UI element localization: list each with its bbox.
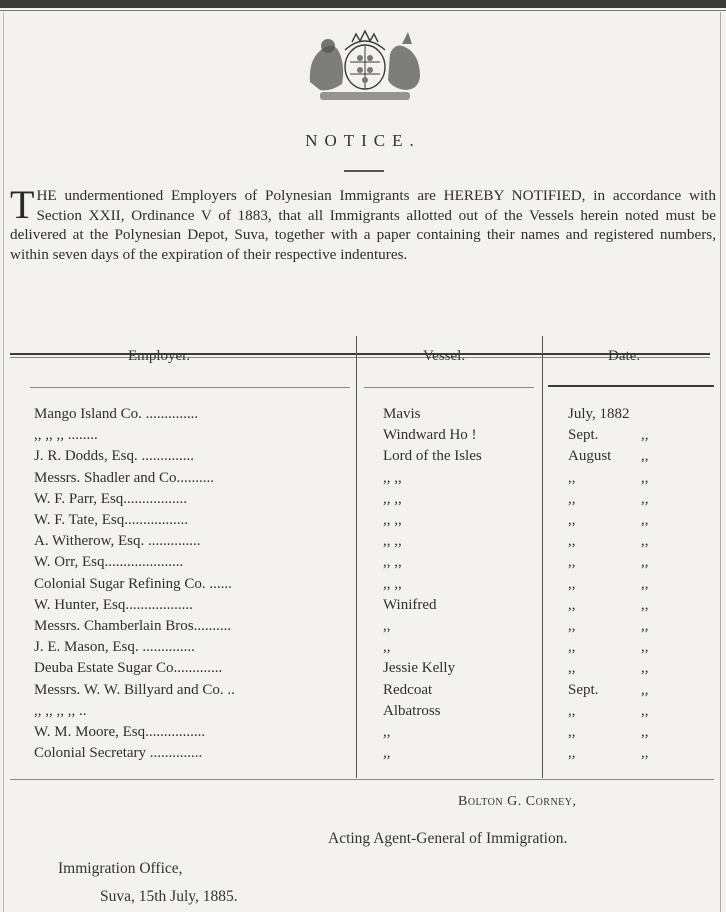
table-row xyxy=(0,576,726,597)
vessel-cell: Redcoat xyxy=(383,681,433,698)
employer-cell: J. R. Dodds, Esq. .............. xyxy=(34,448,195,465)
vessel-cell: ,, xyxy=(383,745,391,762)
signatory-title: Acting Agent-General of Immigration. xyxy=(328,830,568,847)
vessel-cell: ,, ,, xyxy=(383,533,402,550)
date-year-cell: ,, xyxy=(641,554,649,571)
employer-cell: Messrs. Shadler and Co.......... xyxy=(34,469,214,486)
date-year-cell: ,, xyxy=(641,448,649,465)
date-month-cell: ,, xyxy=(568,724,576,740)
vessel-cell: ,, xyxy=(383,639,391,656)
table-row xyxy=(0,491,726,512)
office-place-date: Suva, 15th July, 1885. xyxy=(100,888,238,905)
date-month-cell: Sept. xyxy=(568,427,599,444)
vessel-cell: Albatross xyxy=(383,702,441,719)
vessel-cell: ,, ,, xyxy=(383,554,402,571)
employer-cell: W. Hunter, Esq.................. xyxy=(34,596,193,613)
header-underline-vessel xyxy=(364,387,534,388)
table-top-rule xyxy=(10,353,710,355)
header-vessel: Vessel. xyxy=(423,348,466,364)
date-month-cell: ,, xyxy=(568,512,576,528)
vessel-cell: ,, ,, xyxy=(383,575,402,592)
date-year-cell: ,, xyxy=(641,533,649,550)
date-year-cell: ,, xyxy=(641,702,649,719)
date-month-cell: ,, xyxy=(568,702,576,719)
employer-cell: Colonial Secretary .............. xyxy=(34,745,203,762)
table-row xyxy=(0,470,726,491)
royal-coat-of-arms-icon xyxy=(290,22,440,112)
table-row xyxy=(0,724,726,745)
employer-cell: A. Witherow, Esq. .............. xyxy=(34,533,201,550)
date-month-cell: ,, xyxy=(568,575,576,592)
employer-cell: W. F. Tate, Esq................. xyxy=(34,512,188,528)
date-year-cell: ,, xyxy=(641,724,649,740)
top-border xyxy=(0,0,726,8)
table-row xyxy=(0,660,726,681)
vessel-cell: Windward Ho ! xyxy=(383,427,477,444)
table-row xyxy=(0,554,726,575)
date-year-cell: ,, xyxy=(641,512,649,528)
employer-cell: Messrs. W. W. Billyard and Co. .. xyxy=(34,681,235,698)
vessel-cell: Jessie Kelly xyxy=(383,660,456,677)
title-divider xyxy=(344,170,384,172)
date-year-cell: ,, xyxy=(641,469,649,486)
vessel-cell: ,, xyxy=(383,618,391,634)
date-year-cell: ,, xyxy=(641,490,649,507)
date-year-cell: ,, xyxy=(641,639,649,656)
date-month-cell: ,, xyxy=(568,660,576,677)
employer-cell: ,, ,, ,, ........ xyxy=(34,427,98,444)
header-underline-employer xyxy=(30,387,350,388)
table-row xyxy=(0,618,726,639)
vessel-cell: ,, ,, xyxy=(383,512,402,528)
table-row xyxy=(0,427,726,448)
date-month-cell: August xyxy=(568,448,612,465)
date-month-cell: ,, xyxy=(568,490,576,507)
table-row xyxy=(0,448,726,469)
vessel-cell: Winifred xyxy=(383,596,437,613)
employer-cell: ,, ,, ,, ,, .. xyxy=(34,702,87,719)
employer-cell: W. Orr, Esq..................... xyxy=(34,554,184,571)
employer-cell: Colonial Sugar Refining Co. ...... xyxy=(34,575,232,592)
date-year-cell: ,, xyxy=(641,427,649,444)
employer-cell: W. M. Moore, Esq................ xyxy=(34,724,206,740)
header-date: Date. xyxy=(608,348,641,364)
signatory-name: Bolton G. Corney, xyxy=(458,794,577,809)
notice-intro xyxy=(10,182,716,264)
table-bottom-rule xyxy=(10,779,714,780)
date-month-cell: Sept. xyxy=(568,681,599,698)
employer-cell: Deuba Estate Sugar Co............. xyxy=(34,660,223,677)
vessel-cell: ,, ,, xyxy=(383,490,402,507)
table-top-rule-thin xyxy=(10,357,710,358)
date-month-cell: ,, xyxy=(568,745,576,762)
header-employer: Employer. xyxy=(128,348,191,364)
date-month-cell: ,, xyxy=(568,639,576,656)
employer-cell: Messrs. Chamberlain Bros.......... xyxy=(34,618,232,634)
employer-cell: Mango Island Co. .............. xyxy=(34,406,199,422)
date-year-cell: ,, xyxy=(641,575,649,592)
employer-cell: J. E. Mason, Esq. .............. xyxy=(34,639,195,656)
top-border-thin xyxy=(0,10,726,11)
date-month-cell: ,, xyxy=(568,469,576,486)
date-month-cell: ,, xyxy=(568,596,576,613)
header-underline-date xyxy=(548,385,714,387)
drop-cap: T xyxy=(10,182,35,227)
office-name: Immigration Office, xyxy=(58,860,183,877)
notice-intro-text: HE undermentioned Employers of Polynesian Immigrants are HEREBY NOTIFIED, in accordance with Section XXII, Ordinance V of 1883, that all Immigrants allotted out of the Vessels herein noted must be delivered at the Polynesian Depot, Suva, together with a paper containing their names and registered numbers, within seven days of the expiration of their respective indentures. xyxy=(10,187,716,263)
vessel-cell: ,, ,, xyxy=(383,469,402,486)
date-month-cell: ,, xyxy=(568,533,576,550)
date-year-cell: ,, xyxy=(641,596,649,613)
table-row xyxy=(0,597,726,618)
vessel-cell: Mavis xyxy=(383,406,421,422)
vessel-cell: Lord of the Isles xyxy=(383,448,482,465)
date-month-cell: ,, xyxy=(568,554,576,571)
notice-title: NOTICE. xyxy=(305,131,421,150)
date-year-cell: ,, xyxy=(641,618,649,634)
vessel-cell: ,, xyxy=(383,724,391,740)
table-row xyxy=(0,703,726,724)
table-row xyxy=(0,745,726,766)
date-year-cell: ,, xyxy=(641,660,649,677)
date-month-cell: ,, xyxy=(568,618,576,634)
date-month-cell: July, 1882 xyxy=(568,406,630,422)
table-row xyxy=(0,639,726,660)
table-row xyxy=(0,682,726,703)
date-year-cell: ,, xyxy=(641,745,649,762)
table-row xyxy=(0,512,726,533)
table-row xyxy=(0,533,726,554)
date-year-cell: ,, xyxy=(641,681,649,698)
employer-cell: W. F. Parr, Esq................. xyxy=(34,490,188,507)
table-row xyxy=(0,406,726,427)
